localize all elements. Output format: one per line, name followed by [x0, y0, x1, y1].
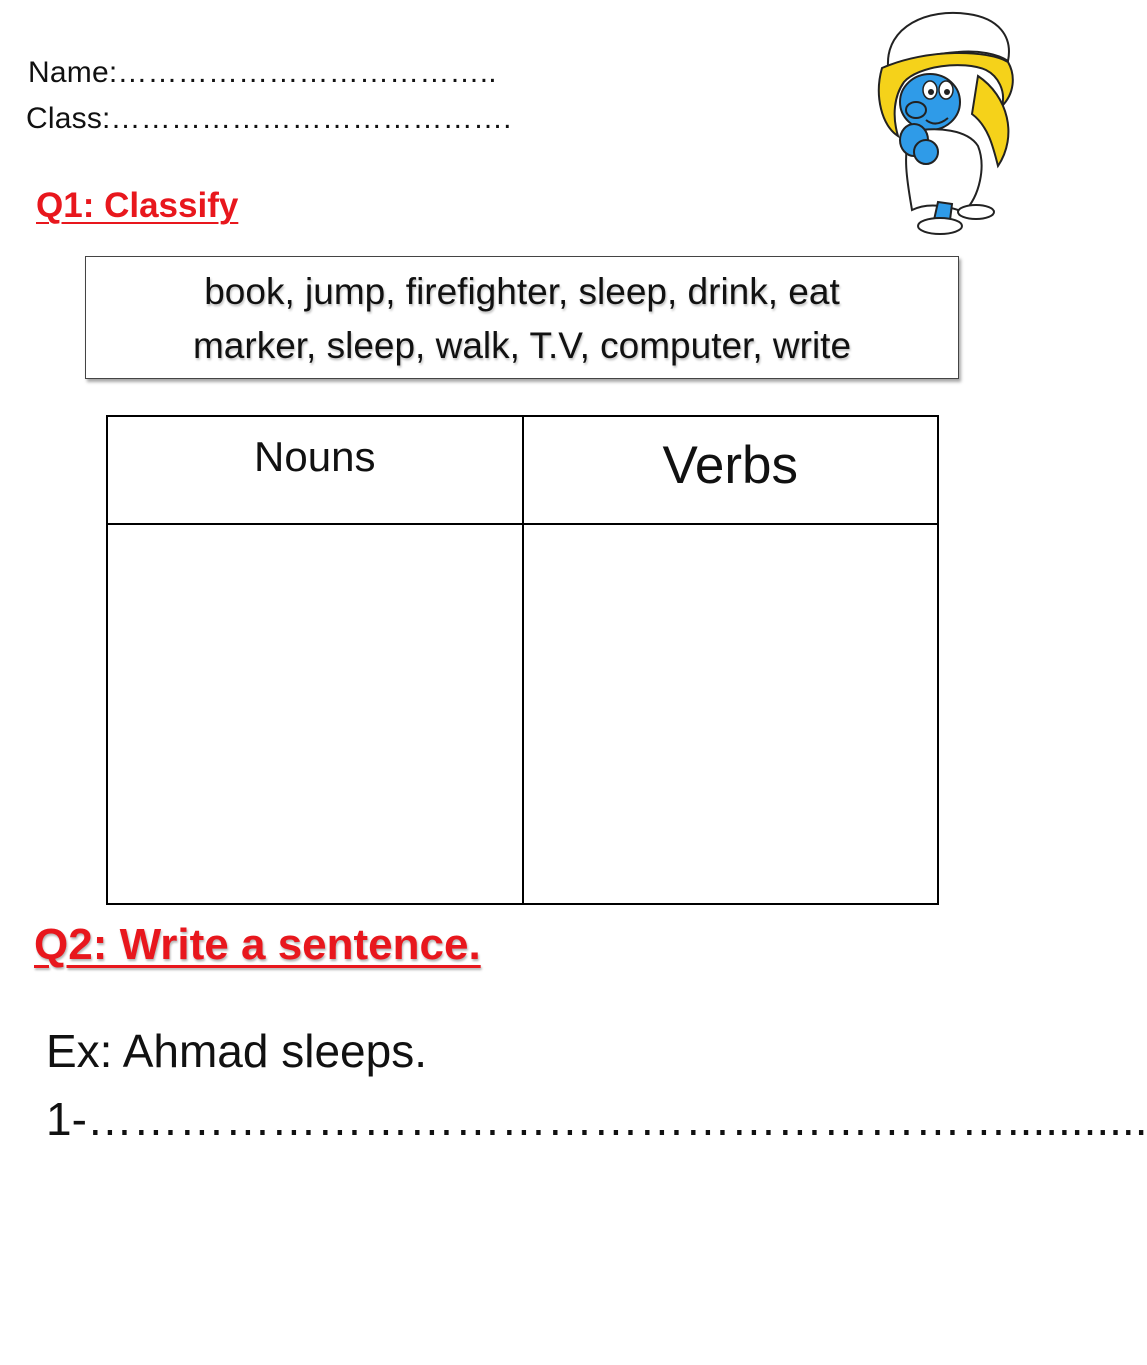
verbs-column-header: Verbs	[523, 416, 939, 524]
q1-heading: Q1: Classify	[36, 186, 239, 225]
classify-table	[106, 415, 939, 905]
q2-heading: Q2: Write a sentence.	[34, 920, 481, 969]
name-field-line[interactable]: Name:………………………………..	[28, 56, 497, 89]
nouns-answer-cell[interactable]	[107, 524, 523, 904]
class-field-line[interactable]: Class:………………………………….	[26, 102, 512, 135]
word-bank-line-1: book, jump, firefighter, sleep, drink, eat	[204, 271, 840, 312]
word-bank-line-2: marker, sleep, walk, T.V, computer, write	[192, 325, 852, 366]
nouns-column-header: Nouns	[107, 416, 523, 524]
smurfette-cartoon-icon	[868, 6, 1024, 240]
word-bank-box	[85, 256, 959, 379]
verbs-answer-cell[interactable]	[523, 524, 939, 904]
sentence-answer-line[interactable]: 1-……………………………………………………...........	[46, 1093, 1147, 1145]
example-sentence: Ex: Ahmad sleeps.	[46, 1025, 427, 1077]
